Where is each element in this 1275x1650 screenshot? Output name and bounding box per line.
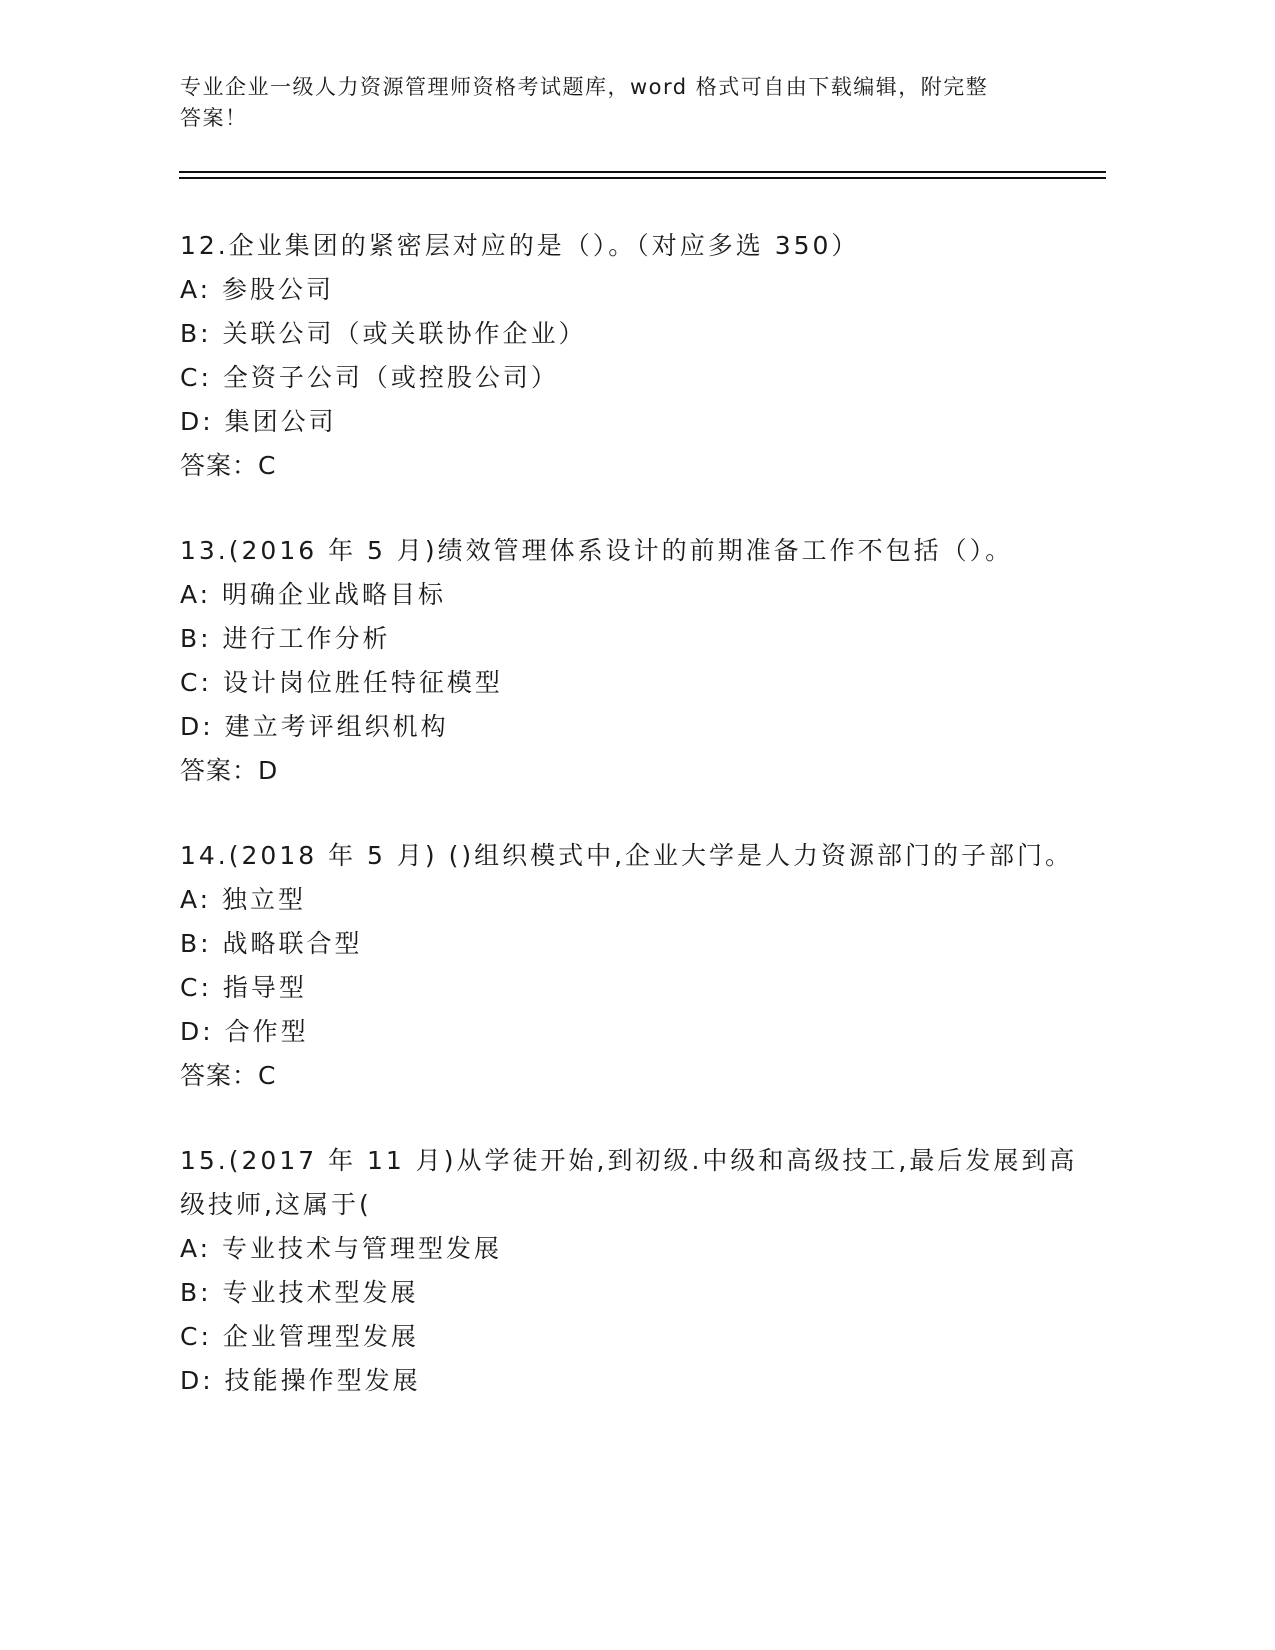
question-stem-line-2: 级技师,这属于(: [180, 1190, 372, 1219]
option-b: B: 专业技术型发展: [180, 1278, 419, 1307]
option-b: B: 关联公司（或关联协作企业）: [180, 319, 587, 348]
header-divider-top: [179, 171, 1106, 173]
option-c: C: 企业管理型发展: [180, 1322, 419, 1351]
question-13: [180, 529, 1080, 793]
option-d: D: 建立考评组织机构: [180, 712, 449, 741]
answer-line: 答案：C: [180, 451, 277, 480]
option-a: A: 明确企业战略目标: [180, 580, 447, 609]
option-d: D: 技能操作型发展: [180, 1366, 421, 1395]
question-14: [180, 834, 1080, 1098]
option-c: C: 全资子公司（或控股公司）: [180, 363, 559, 392]
option-b: B: 进行工作分析: [180, 624, 391, 653]
option-a: A: 独立型: [180, 885, 307, 914]
question-12: [180, 224, 1080, 488]
question-stem: 12.企业集团的紧密层对应的是（）。（对应多选 350）: [180, 231, 860, 260]
document-header: [180, 72, 1040, 134]
question-stem: 14.(2018 年 5 月) ()组织模式中,企业大学是人力资源部门的子部门。: [180, 841, 1074, 870]
question-stem-line-1: 15.(2017 年 11 月)从学徒开始,到初级.中级和高级技工,最后发展到高: [180, 1146, 1078, 1175]
header-line-1: 专业企业一级人力资源管理师资格考试题库，word 格式可自由下载编辑，附完整: [180, 75, 989, 99]
header-line-2: 答案！: [180, 106, 248, 130]
question-stem: 13.(2016 年 5 月)绩效管理体系设计的前期准备工作不包括（）。: [180, 536, 1014, 565]
option-b: B: 战略联合型: [180, 929, 363, 958]
option-c: C: 指导型: [180, 973, 307, 1002]
option-d: D: 合作型: [180, 1017, 309, 1046]
option-d: D: 集团公司: [180, 407, 337, 436]
option-a: A: 专业技术与管理型发展: [180, 1234, 503, 1263]
answer-line: 答案：C: [180, 1061, 277, 1090]
header-divider-bottom: [179, 177, 1106, 179]
option-c: C: 设计岗位胜任特征模型: [180, 668, 503, 697]
answer-line: 答案：D: [180, 756, 279, 785]
question-15: [180, 1139, 1080, 1403]
option-a: A: 参股公司: [180, 275, 335, 304]
